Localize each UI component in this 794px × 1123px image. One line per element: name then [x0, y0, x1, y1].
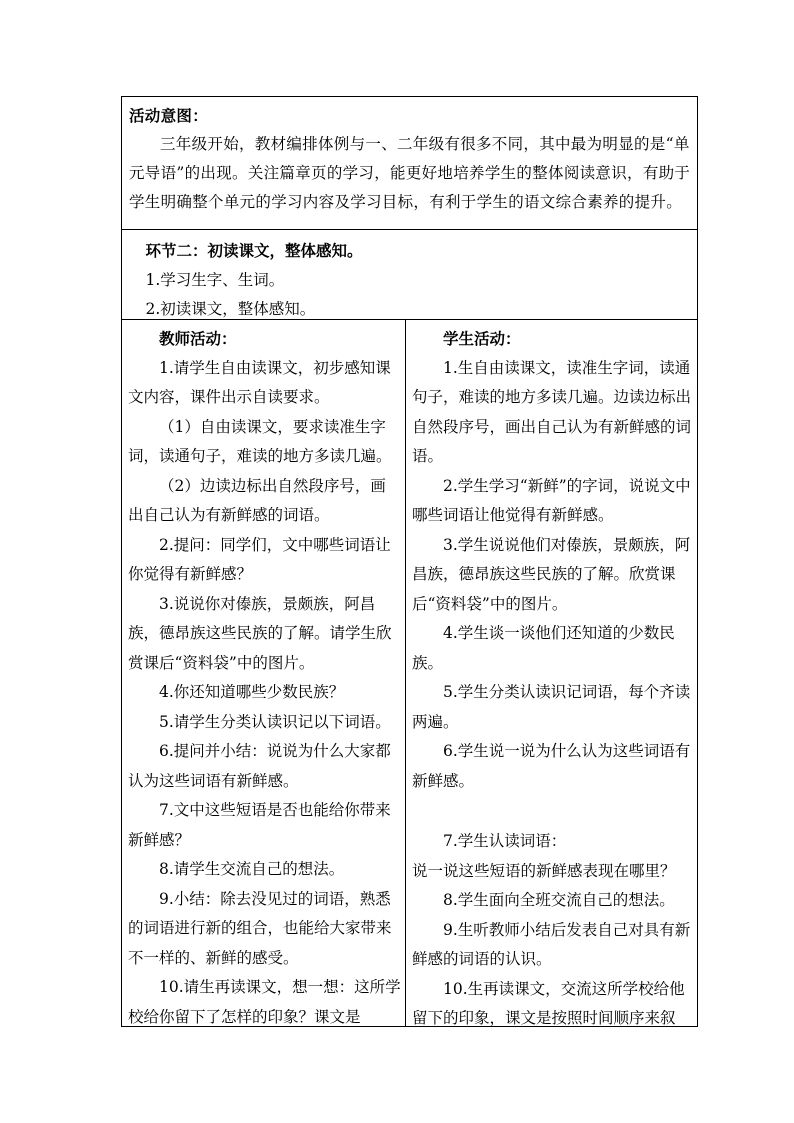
student-paragraph: 1.生自由读课文，读准生字词，读通句子，难读的地方多读几遍。边读边标出自然段序号，画出自己认为有新鲜感的词语。 [412, 358, 692, 465]
activity-intent-row [122, 97, 697, 230]
student-paragraph: 4.学生谈一谈他们还知道的少数民族。 [412, 624, 675, 672]
teacher-paragraph: 1.请学生自由读课文，初步感知课文内容，课件出示自读要求。 [128, 358, 391, 406]
activities-row [122, 320, 697, 1026]
blank-spacer [412, 796, 693, 827]
teacher-paragraph: 9.小结：除去没见过的词语，熟悉的词语进行新的组合，也能给大家带来不一样的、新鲜的感受。 [128, 889, 392, 967]
activity-intent-body: 三年级开始，教材编排体例与一、二年级有很多不同，其中最为明显的是“单元导语”的出现。关注篇章页的学习，能更好地培养学生的整体阅读意识，有助于学生明确整个单元的学习内容及学习目标，有利于学生的语文综合素养的提升。 [129, 135, 691, 211]
teacher-paragraph: 2.提问：同学们，文中哪些词语让你觉得有新鲜感？ [128, 535, 391, 583]
student-paragraph: 3.学生说说他们对傣族，景颇族，阿昌族，德昂族这些民族的了解。欣赏课后“资料袋”中的图片。 [412, 535, 691, 613]
student-paragraph: 7.学生认读词语： [443, 832, 567, 850]
teacher-paragraph: （2）边读边标出自然段序号，画出自己认为有新鲜感的词语。 [128, 476, 386, 524]
section2-row [122, 230, 697, 320]
lesson-plan-table [121, 96, 698, 1027]
section2-heading: 环节二：初读课文，整体感知。 [145, 241, 363, 260]
teacher-paragraph: 4.你还知道哪些少数民族？ [159, 683, 345, 701]
student-paragraph: 5.学生分类认读识记词语，每个齐读两遍。 [412, 683, 691, 731]
teacher-paragraph: 5.请学生分类认读识记以下词语。 [159, 712, 391, 731]
student-heading: 学生活动： [443, 329, 521, 348]
section2-item: 2.初读课文，整体感知。 [145, 300, 316, 318]
student-paragraph: 9.生听教师小结后发表自己对具有新鲜感的词语的认识。 [412, 920, 691, 968]
teacher-paragraph: 6.提问并小结：说说为什么大家都认为这些词语有新鲜感。 [128, 742, 391, 790]
section2-item: 1.学习生字、生词。 [145, 270, 285, 289]
student-paragraph: 8.学生面向全班交流自己的想法。 [443, 891, 675, 909]
student-paragraph: 2.学生学习“新鲜”的字词，说说文中哪些词语让他觉得有新鲜感。 [412, 476, 691, 524]
student-paragraph: 说一说这些短语的新鲜感表现在哪里？ [412, 861, 676, 880]
teacher-paragraph: 3.说说你对傣族，景颇族，阿昌族，德昂族这些民族的了解。请学生欣赏课后“资料袋”中的图片。 [128, 594, 392, 672]
student-paragraph: 6.学生说一说为什么认为这些词语有新鲜感。 [412, 742, 691, 790]
student-activity-cell [406, 320, 697, 1026]
teacher-activity-cell [122, 320, 405, 1026]
teacher-paragraph: 7.文中这些短语是否也能给你带来新鲜感？ [128, 801, 391, 849]
teacher-paragraph: （1）自由读课文，要求读准生字词，读通句子，难读的地方多读几遍。 [128, 417, 392, 465]
activity-intent-title: 活动意图： [129, 106, 209, 125]
teacher-paragraph: 10.请生再读课文，想一想：这所学校给你留下了怎样的印象？课文是 [128, 978, 401, 1026]
teacher-paragraph: 8.请学生交流自己的想法。 [159, 860, 345, 878]
student-paragraph: 10.生再读课文，交流这所学校给他留下的印象，课文是按照时间顺序来叙 [412, 979, 685, 1026]
teacher-heading: 教师活动： [159, 329, 237, 348]
